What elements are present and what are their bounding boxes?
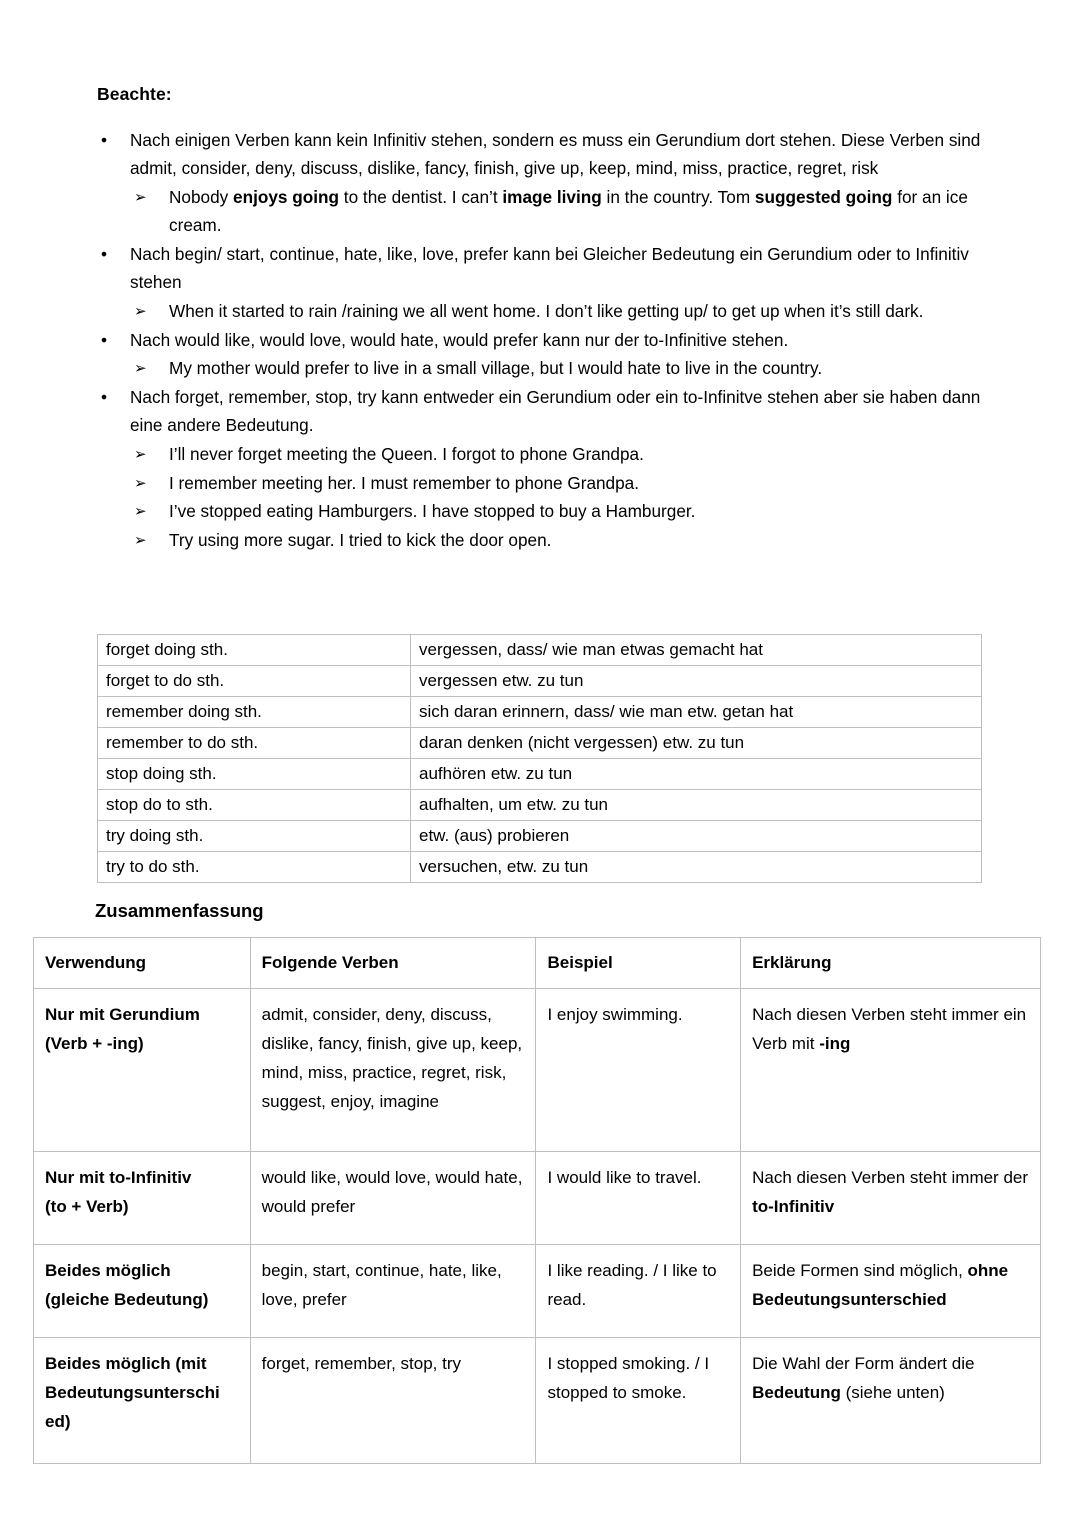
bullet-1-line-2: Diese Verben sind admit, consider, deny, discuss, dislike, fancy, finish, give up, keep, mind, miss, practice, regret, risk bbox=[130, 129, 981, 179]
bullet-item-gerund-only bbox=[97, 126, 997, 240]
arrow-bullet-icon: ➢ bbox=[134, 530, 147, 549]
table-row bbox=[98, 697, 982, 728]
explanation-cell bbox=[741, 989, 1041, 1152]
table-header-row bbox=[34, 938, 1041, 989]
verbs-cell: begin, start, continue, hate, like, love, prefer bbox=[250, 1245, 536, 1338]
bullet-dot-icon: • bbox=[101, 129, 108, 150]
table-row bbox=[34, 1245, 1041, 1338]
arrow-bullet-icon: ➢ bbox=[134, 473, 147, 492]
table-row bbox=[34, 989, 1041, 1152]
example-item bbox=[130, 469, 997, 498]
usage-cell bbox=[34, 989, 251, 1152]
arrow-bullet-icon: ➢ bbox=[134, 502, 147, 521]
usage-cell bbox=[34, 1338, 251, 1464]
explanation-pre: Nach diesen Verben steht immer der bbox=[752, 1168, 1029, 1187]
table-row bbox=[98, 790, 982, 821]
example-bold-1: enjoys going bbox=[233, 186, 340, 207]
example-part-1: Nobody bbox=[169, 186, 234, 207]
explanation-post: (siehe unten) bbox=[840, 1383, 945, 1402]
explanation-pre: Die Wahl der Form ändert die bbox=[752, 1354, 975, 1373]
explanation-pre: Beide Formen sind möglich, bbox=[752, 1261, 968, 1280]
form-cell: try doing sth. bbox=[98, 821, 411, 852]
column-header-erklaerung: Erklärung bbox=[741, 938, 1041, 989]
table-row bbox=[98, 666, 982, 697]
example-part-2: to the dentist. I can’t bbox=[339, 186, 503, 207]
usage-line-1: Beides möglich (mit bbox=[45, 1354, 207, 1373]
usage-line-1: Nur mit Gerundium bbox=[45, 1005, 200, 1024]
explanation-cell bbox=[741, 1152, 1041, 1245]
example-cell: I stopped smoking. / I stopped to smoke. bbox=[536, 1338, 741, 1464]
bullet-4-text: Nach forget, remember, stop, try kann entweder ein Gerundium oder ein to-Infinitve stehen aber sie haben dann eine andere Bedeutung. bbox=[130, 386, 981, 436]
verbs-cell: would like, would love, would hate, would prefer bbox=[250, 1152, 536, 1245]
zusammenfassung-heading: Zusammenfassung bbox=[95, 900, 264, 921]
example-text: I remember meeting her. I must remember to phone Grandpa. bbox=[169, 472, 640, 493]
example-item bbox=[130, 183, 997, 240]
usage-cell bbox=[34, 1152, 251, 1245]
example-item bbox=[130, 497, 997, 526]
example-cell: I like reading. / I like to read. bbox=[536, 1245, 741, 1338]
meaning-cell: daran denken (nicht vergessen) etw. zu tun bbox=[411, 728, 982, 759]
table-row bbox=[98, 635, 982, 666]
example-cell: I enjoy swimming. bbox=[536, 989, 741, 1152]
column-header-folgende-verben: Folgende Verben bbox=[250, 938, 536, 989]
form-cell: remember doing sth. bbox=[98, 697, 411, 728]
table-row bbox=[98, 821, 982, 852]
bullet-1-line-1: Nach einigen Verben kann kein Infinitiv stehen, sondern es muss ein Gerundium dort stehen. bbox=[130, 129, 837, 150]
arrow-bullet-icon: ➢ bbox=[134, 359, 147, 378]
example-item bbox=[130, 297, 997, 326]
meaning-cell: vergessen etw. zu tun bbox=[411, 666, 982, 697]
example-text: Try using more sugar. I tried to kick the door open. bbox=[169, 529, 552, 550]
notes-bullet-list bbox=[97, 126, 997, 555]
example-text: My mother would prefer to live in a small village, but I would hate to live in the country. bbox=[169, 358, 823, 379]
usage-cell bbox=[34, 1245, 251, 1338]
table-row bbox=[98, 852, 982, 883]
example-bold-3: suggested going bbox=[754, 186, 893, 207]
table-row bbox=[34, 1152, 1041, 1245]
explanation-bold: to-Infinitiv bbox=[752, 1197, 835, 1216]
meaning-table bbox=[97, 634, 982, 883]
form-cell: forget to do sth. bbox=[98, 666, 411, 697]
bullet-1-examples bbox=[130, 183, 997, 240]
bullet-4-examples bbox=[130, 440, 997, 554]
example-text: When it started to rain /raining we all went home. I don’t like getting up/ to get up when it’s still dark. bbox=[169, 301, 924, 322]
example-bold-2: image living bbox=[502, 186, 602, 207]
verbs-cell: admit, consider, deny, discuss, dislike, fancy, finish, give up, keep, mind, miss, practice, regret, risk, suggest, enjoy, imagine bbox=[250, 989, 536, 1152]
bullet-item-different-meaning bbox=[97, 383, 997, 555]
usage-line-2: (gleiche Bedeutung) bbox=[45, 1290, 209, 1309]
form-cell: remember to do sth. bbox=[98, 728, 411, 759]
usage-line-1: Beides möglich bbox=[45, 1261, 171, 1280]
explanation-bold: ohne Bedeutungsunterschied bbox=[752, 1261, 1009, 1309]
explanation-cell bbox=[741, 1245, 1041, 1338]
example-item bbox=[130, 440, 997, 469]
usage-line-1: Nur mit to-Infinitiv bbox=[45, 1168, 192, 1187]
table-row bbox=[34, 1338, 1041, 1464]
meaning-cell: sich daran erinnern, dass/ wie man etw. getan hat bbox=[411, 697, 982, 728]
example-part-3: in the country. Tom bbox=[601, 186, 755, 207]
notes-section bbox=[97, 86, 997, 554]
meaning-cell: aufhalten, um etw. zu tun bbox=[411, 790, 982, 821]
example-item bbox=[130, 354, 997, 383]
form-cell: stop do to sth. bbox=[98, 790, 411, 821]
meaning-cell: etw. (aus) probieren bbox=[411, 821, 982, 852]
usage-line-2: (to + Verb) bbox=[45, 1197, 129, 1216]
example-text: I’ve stopped eating Hamburgers. I have stopped to buy a Hamburger. bbox=[169, 501, 696, 522]
bullet-3-examples bbox=[130, 354, 997, 383]
bullet-2-examples bbox=[130, 297, 997, 326]
arrow-bullet-icon: ➢ bbox=[134, 187, 147, 206]
meaning-cell: aufhören etw. zu tun bbox=[411, 759, 982, 790]
bullet-3-text: Nach would like, would love, would hate, would prefer kann nur der to-Infinitive stehen. bbox=[130, 329, 789, 350]
usage-line-2: (Verb + -ing) bbox=[45, 1034, 144, 1053]
form-cell: try to do sth. bbox=[98, 852, 411, 883]
bullet-dot-icon: • bbox=[101, 243, 108, 264]
form-cell: forget doing sth. bbox=[98, 635, 411, 666]
table-row bbox=[98, 759, 982, 790]
explanation-bold: Bedeutung bbox=[752, 1383, 841, 1402]
arrow-bullet-icon: ➢ bbox=[134, 302, 147, 321]
example-part-4: for an ice cream. bbox=[169, 186, 968, 236]
usage-line-2: Bedeutungsunterschi ed) bbox=[45, 1383, 220, 1431]
explanation-pre: Nach diesen Verben steht immer ein Verb mit bbox=[752, 1005, 1027, 1053]
form-cell: stop doing sth. bbox=[98, 759, 411, 790]
bullet-2-text: Nach begin/ start, continue, hate, like, love, prefer kann bei Gleicher Bedeutung ein Gerundium oder to Infinitiv stehen bbox=[130, 243, 969, 293]
example-item bbox=[130, 526, 997, 555]
bullet-dot-icon: • bbox=[101, 386, 108, 407]
meaning-cell: vergessen, dass/ wie man etwas gemacht hat bbox=[411, 635, 982, 666]
column-header-verwendung: Verwendung bbox=[34, 938, 251, 989]
meaning-cell: versuchen, etw. zu tun bbox=[411, 852, 982, 883]
verbs-cell: forget, remember, stop, try bbox=[250, 1338, 536, 1464]
bullet-dot-icon: • bbox=[101, 329, 108, 350]
beachte-heading: Beachte: bbox=[97, 84, 172, 104]
bullet-item-same-meaning bbox=[97, 240, 997, 326]
explanation-cell bbox=[741, 1338, 1041, 1464]
arrow-bullet-icon: ➢ bbox=[134, 445, 147, 464]
example-text: I’ll never forget meeting the Queen. I forgot to phone Grandpa. bbox=[169, 444, 644, 465]
explanation-bold: -ing bbox=[819, 1034, 851, 1053]
table-row bbox=[98, 728, 982, 759]
bullet-item-to-infinitive-only bbox=[97, 326, 997, 383]
example-cell: I would like to travel. bbox=[536, 1152, 741, 1245]
summary-table bbox=[33, 937, 1041, 1464]
column-header-beispiel: Beispiel bbox=[536, 938, 741, 989]
